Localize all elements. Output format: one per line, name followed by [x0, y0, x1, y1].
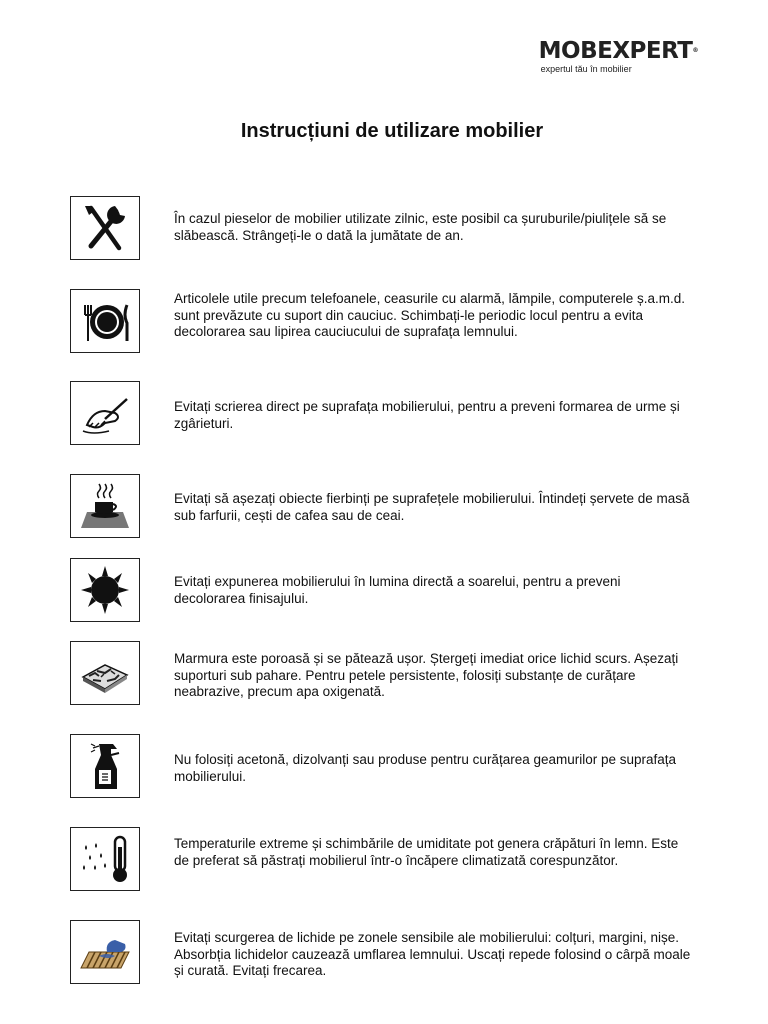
instruction-text: În cazul pieselor de mobilier utilizate zilnic, este posibil ca șuruburile/piulițele să se slăbească. Strângeți-le o dată la jumătate de an. — [174, 211, 667, 243]
logo-tagline: expertul tău în mobilier — [540, 64, 632, 74]
page-title: Instrucțiuni de utilizare mobilier — [240, 120, 544, 142]
writing-hand-icon — [70, 381, 140, 445]
liquid-spill-icon — [70, 920, 140, 984]
instruction-text: Temperaturile extreme și schimbările de umiditate pot genera crăpături în lemn. Este de preferat să păstrați mobilierul într-o încăpere climatizată corespunzător. — [174, 836, 679, 868]
instruction-text: Articolele utile precum telefoanele, ceasurile cu alarmă, lămpile, computerele ș.a.m.d. sunt prevăzute cu suport din cauciuc. Schimbați-le periodic locul pentru a evita decolorarea sau lipirea cauciucului de suprafața lemnului. — [174, 291, 685, 340]
instruction-text: Evitați scrierea direct pe suprafața mobilierului, pentru a preveni formarea de urme și zgârieturi. — [174, 399, 680, 431]
instruction-text: Evitați expunerea mobilierului în lumina directă a soarelui, pentru a preveni decolorarea finisajului. — [174, 574, 621, 606]
marble-icon — [70, 641, 140, 705]
instruction-text: Nu folosiți acetonă, dizolvanți sau produse pentru curățarea geamurilor pe suprafața mobilierului. — [174, 752, 677, 784]
logo-brand: MOBEXPERT® — [538, 38, 698, 64]
hot-cup-icon — [70, 474, 140, 538]
thermometer-humidity-icon — [70, 827, 140, 891]
logo — [539, 38, 698, 75]
instruction-text: Marmura este poroasă și se pătează ușor. Ștergeți imediat orice lichid scurs. Așezați suporturi sub pahare. Pentru petele persistente, folosiți substanțe de curățare neabrazive, precum apa oxigenată. — [174, 651, 679, 700]
instruction-text: Evitați să așezați obiecte fierbinți pe suprafețele mobilierului. Întindeți șervete de masă sub farfurii, cești de cafea sau de ceai. — [174, 491, 690, 523]
spray-bottle-icon — [70, 734, 140, 798]
instruction-text: Evitați scurgerea de lichide pe zonele sensibile ale mobilierului: colțuri, margini, nișe. Absorbția lichidelor cauzează umflarea lemnului. Uscați repede folosind o cârpă moale și curată. Evitați frecarea. — [174, 930, 691, 979]
plate-cutlery-icon — [70, 289, 140, 353]
sun-icon — [70, 558, 140, 622]
tools-icon — [70, 196, 140, 260]
